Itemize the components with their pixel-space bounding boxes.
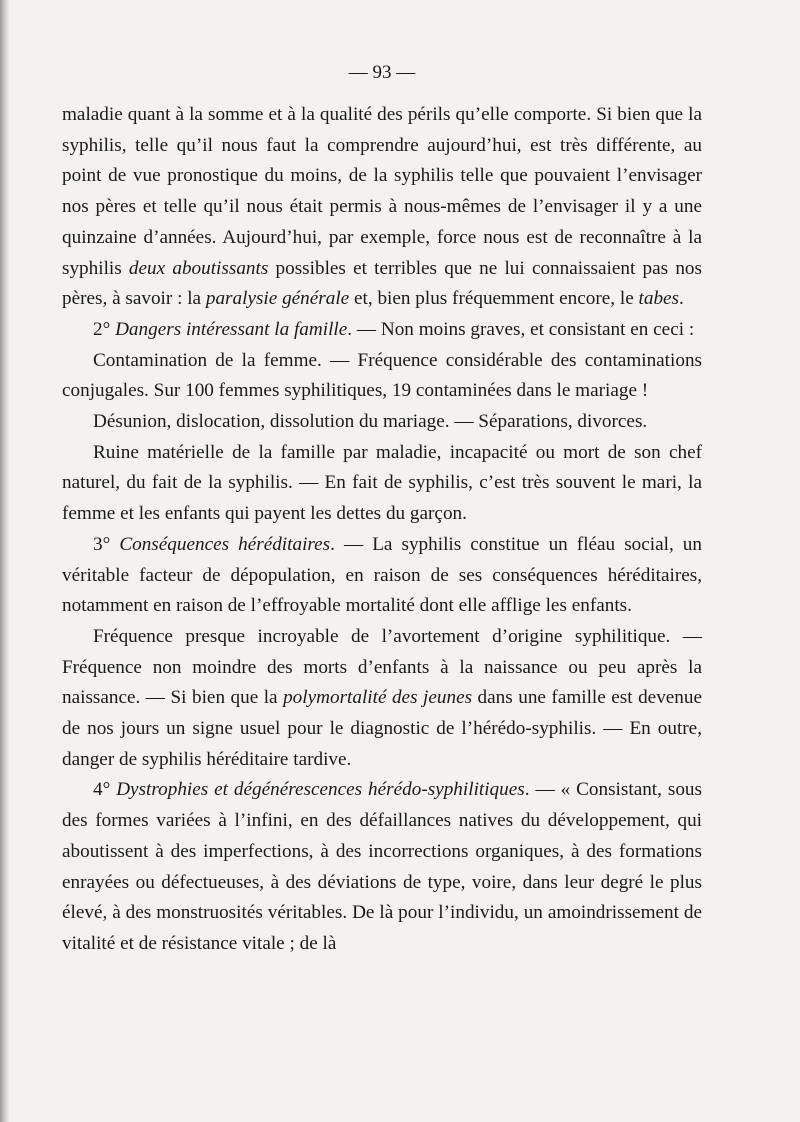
- section-number: 3°: [93, 533, 120, 555]
- paragraph-dystrophies: [62, 775, 702, 959]
- section-number: 2°: [93, 318, 116, 340]
- paragraph-text: Ruine matérielle de la famille par maladie, incapacité ou mort de son chef naturel, du fait de la syphilis. — En fait de syphilis, c’est très souvent le mari, la femme et les enfants qui payent les dettes du garçon.: [62, 441, 702, 525]
- paragraph-text: Désunion, dislocation, dissolution du mariage. — Séparations, divorces.: [93, 411, 648, 433]
- page-binding-shadow: [0, 0, 10, 1122]
- paragraph-consequences-hereditaires: [62, 530, 702, 622]
- paragraph-prognosis-continuation: [62, 100, 702, 315]
- paragraph-text: . — La syphilis constitue un fléau social, un véritable facteur de dépopulation, en raison de ses conséquences héréditaires, notamment en raison de l’effroyable mortalité dont elle afflige les enfants.: [62, 533, 702, 617]
- paragraph-frequence-avortement: [62, 622, 702, 776]
- section-number: 4°: [93, 779, 117, 801]
- paragraph-text: maladie quant à la somme et à la qualité des périls qu’elle comporte. Si bien que la syphilis, telle qu’il nous faut la comprendre aujourd’hui, est très différente, au point de vue pronostique du moins, de la syphilis telle que pouvaient l’envisager nos pères et telle qu’il nous était permis à nous-mêmes de l’envisager il y a une quinzaine d’années. Aujourd’hui, par exemple, force nous est de reconnaître à la syphilis: [62, 104, 702, 279]
- paragraph-text: . — « Consistant, sous des formes variées à l’infini, en des défaillances natives du développement, qui aboutissent à des imperfections, à des incorrections organiques, à des formations enrayées ou défectueuses, à des déviations de type, voire, dans leur degré le plus élevé, à des monstruosités véritables. De là pour l’individu, un amoindrissement de vitalité et de résistance vitale ; de là: [62, 779, 702, 954]
- paragraph-text: Contamination de la femme. — Fréquence considérable des contaminations conjugales. Sur 100 femmes syphilitiques, 19 contaminées dans le mariage !: [62, 349, 702, 402]
- paragraph-text: . — Non moins graves, et consistant en ceci :: [347, 318, 695, 340]
- paragraph-text: .: [679, 288, 684, 310]
- emphasis-paralysie-generale: paralysie générale: [205, 288, 350, 310]
- page-number: — 93 —: [348, 62, 416, 83]
- paragraph-desunion: [62, 407, 702, 438]
- paragraph-text: Fréquence presque incroyable de l’avortement d’origine syphilitique. — Fréquence non moindre des morts d’enfants à la naissance ou peu après la naissance. — Si bien que la: [62, 625, 702, 709]
- section-heading-consequences-hereditaires: Conséquences héréditaires: [119, 533, 331, 555]
- paragraph-text: dans une famille est devenue de nos jours un signe usuel pour le diagnostic de l’hérédo-syphilis. — En outre, danger de syphilis héréditaire tardive.: [62, 687, 703, 770]
- book-page: [62, 60, 702, 960]
- emphasis-polymortalite: polymortalité des jeunes: [283, 687, 473, 709]
- paragraph-ruine: [62, 438, 702, 530]
- emphasis-deux-aboutissants: deux aboutissants: [128, 257, 269, 279]
- section-heading-dystrophies: Dystrophies et dégénérescences hérédo-syphilitiques: [116, 779, 525, 801]
- paragraph-dangers-famille: [62, 315, 702, 346]
- paragraph-text: et, bien plus fréquemment encore, le: [349, 288, 639, 310]
- paragraph-text: possibles et terribles que ne lui connaissaient pas nos pères, à savoir : la: [62, 257, 702, 310]
- emphasis-tabes: tabes: [638, 288, 680, 310]
- paragraph-contamination: [62, 346, 702, 407]
- section-heading-dangers-famille: Dangers intéressant la famille: [115, 318, 348, 340]
